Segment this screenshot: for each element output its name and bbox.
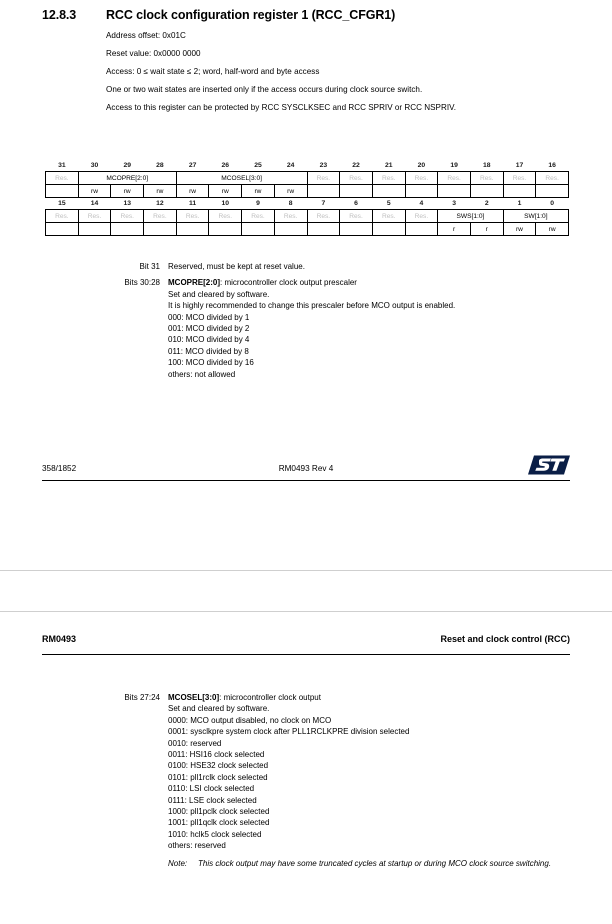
bit-description-subline: others: not allowed bbox=[168, 369, 236, 379]
bit-number: 25 bbox=[254, 162, 262, 169]
bit-number: 20 bbox=[417, 162, 426, 169]
bit-description-subline: 0001: sysclkpre system clock after PLL1RCLKPRE division selected bbox=[168, 727, 410, 737]
bit-description-subline: 1001: pll1qclk clock selected bbox=[168, 818, 270, 828]
bit-description-text bbox=[168, 693, 321, 702]
bit-description-text bbox=[168, 278, 357, 287]
bit-description-text: Reserved, must be kept at reset value. bbox=[168, 262, 305, 271]
section-number: 12.8.3 bbox=[42, 8, 77, 22]
bit-description-subline: others: reserved bbox=[168, 841, 226, 851]
bit-number: 11 bbox=[189, 200, 197, 207]
bit-access bbox=[536, 185, 569, 198]
register-intro-paragraphs bbox=[106, 31, 562, 113]
bit-access: rw bbox=[144, 185, 177, 198]
page-header bbox=[42, 634, 570, 660]
page-separator bbox=[0, 570, 612, 612]
bit-field-row-upper bbox=[46, 172, 569, 185]
bit-field-name: SWS[1:0] bbox=[438, 210, 503, 223]
bit-access bbox=[111, 223, 144, 236]
bit-access bbox=[274, 223, 307, 236]
bit-range-label: Bits 30:28 bbox=[124, 278, 160, 288]
bit-number: 24 bbox=[286, 162, 295, 169]
bit-number: 19 bbox=[450, 162, 458, 169]
bit-description-subline: 0010: reserved bbox=[168, 738, 222, 748]
note-keyword: Note: bbox=[168, 858, 188, 868]
bit-number: 31 bbox=[58, 162, 66, 169]
bit-number: 4 bbox=[419, 200, 424, 207]
bit-access bbox=[176, 223, 209, 236]
bit-number: 1 bbox=[517, 200, 522, 207]
bit-access bbox=[340, 185, 373, 198]
bit-access: r bbox=[438, 223, 471, 236]
bit-access: rw bbox=[503, 223, 536, 236]
bit-description-subline: 010: MCO divided by 4 bbox=[168, 335, 250, 345]
bit-description-subline: 1000: pll1pclk clock selected bbox=[168, 807, 270, 817]
bit-field-identifier: MCOPRE[2:0] bbox=[168, 278, 221, 288]
bit-number: 14 bbox=[90, 200, 99, 207]
bit-field-name: Res. bbox=[536, 172, 569, 185]
bit-number: 9 bbox=[256, 200, 260, 207]
bit-number: 0 bbox=[550, 200, 555, 207]
bit-description-subline: 1010: hclk5 clock selected bbox=[168, 829, 262, 839]
bit-field-name: Res. bbox=[46, 172, 79, 185]
bit-access bbox=[46, 185, 79, 198]
bit-field-name: Res. bbox=[144, 210, 177, 223]
bit-access bbox=[372, 185, 405, 198]
page-separator-fill bbox=[0, 571, 612, 611]
bit-number: 2 bbox=[484, 200, 489, 207]
bit-access bbox=[470, 185, 503, 198]
bit-description-entry bbox=[86, 277, 562, 288]
bit-number: 22 bbox=[352, 162, 360, 169]
bit-access: rw bbox=[176, 185, 209, 198]
bit-field-name: Res. bbox=[340, 172, 373, 185]
bit-field-name: Res. bbox=[274, 210, 307, 223]
bit-number: 13 bbox=[123, 200, 131, 207]
bit-description-list-page2 bbox=[86, 692, 562, 869]
bit-number: 12 bbox=[156, 200, 164, 207]
bit-description-subline: Set and cleared by software. bbox=[168, 289, 270, 299]
bit-description-suffix: : microcontroller clock output prescaler bbox=[220, 278, 357, 288]
bit-number: 28 bbox=[156, 162, 164, 169]
bit-field-name: Res. bbox=[46, 210, 79, 223]
bit-number: 21 bbox=[384, 162, 393, 169]
wait-states-line: One or two wait states are inserted only if the access occurs during clock source switch. bbox=[106, 85, 423, 94]
bit-access bbox=[438, 185, 471, 198]
bit-field-name: SW[1:0] bbox=[503, 210, 568, 223]
bit-access: rw bbox=[78, 185, 111, 198]
bit-number: 16 bbox=[548, 162, 556, 169]
bit-description-subline: 011: MCO divided by 8 bbox=[168, 346, 249, 356]
access-line: Access: 0 ≤ wait state ≤ 2; word, half-word and byte access bbox=[106, 67, 320, 76]
bit-description-list-page1 bbox=[86, 261, 562, 380]
bit-access bbox=[209, 223, 242, 236]
bit-field-name: Res. bbox=[78, 210, 111, 223]
bit-description-subline: 0000: MCO output disabled, no clock on MCO bbox=[168, 715, 332, 725]
bit-description-entry bbox=[86, 692, 562, 703]
bit-access bbox=[78, 223, 111, 236]
st-logo bbox=[528, 454, 570, 476]
bit-access bbox=[307, 185, 340, 198]
bit-number: 18 bbox=[483, 162, 491, 169]
bit-number: 10 bbox=[221, 200, 230, 207]
bit-description-entry bbox=[86, 261, 562, 272]
bit-field-row-lower bbox=[46, 210, 569, 223]
address-offset-line: Address offset: 0x01C bbox=[106, 31, 186, 40]
register-bit-table bbox=[45, 160, 569, 236]
bit-range-label: Bits 27:24 bbox=[124, 693, 160, 702]
bit-field-name: Res. bbox=[405, 210, 438, 223]
footer-document-reference: RM0493 Rev 4 bbox=[278, 464, 334, 473]
bit-access: rw bbox=[209, 185, 242, 198]
bit-field-name: Res. bbox=[307, 172, 340, 185]
bit-field-name: MCOPRE[2:0] bbox=[78, 172, 176, 185]
protection-line: Access to this register can be protected by RCC SYSCLKSEC and RCC SPRIV or RCC NSPRIV. bbox=[106, 103, 457, 112]
bit-description-subline: 0100: HSE32 clock selected bbox=[168, 761, 269, 771]
bit-description-subline: Set and cleared by software. bbox=[168, 704, 270, 714]
bit-description-subline: 000: MCO divided by 1 bbox=[168, 312, 250, 322]
bit-description-subline: 0011: HSI16 clock selected bbox=[168, 750, 265, 760]
note-text: This clock output may have some truncated cycles at startup or during MCO clock source switching. bbox=[198, 858, 552, 868]
bit-field-name: Res. bbox=[242, 210, 275, 223]
bit-field-name: MCOSEL[3:0] bbox=[176, 172, 307, 185]
bit-field-name: Res. bbox=[176, 210, 209, 223]
bit-access bbox=[405, 185, 438, 198]
bit-description-subline: 0110: LSI clock selected bbox=[168, 784, 255, 794]
bit-access: r bbox=[470, 223, 503, 236]
bit-access bbox=[340, 223, 373, 236]
bit-number: 23 bbox=[319, 162, 328, 169]
page-title: RCC clock configuration register 1 (RCC_CFGR1) bbox=[106, 8, 396, 22]
note-block bbox=[168, 858, 562, 869]
bit-number: 26 bbox=[221, 162, 230, 169]
bit-field-name: Res. bbox=[372, 172, 405, 185]
page-footer bbox=[42, 458, 570, 488]
bit-field-name: Res. bbox=[470, 172, 503, 185]
bit-number: 7 bbox=[321, 200, 326, 207]
bit-number: 30 bbox=[90, 162, 99, 169]
bit-number: 6 bbox=[354, 200, 358, 207]
bit-description-subline: 0101: pll1rclk clock selected bbox=[168, 772, 268, 782]
bit-field-name: Res. bbox=[438, 172, 471, 185]
bit-field-name: Res. bbox=[503, 172, 536, 185]
bit-range-label: Bit 31 bbox=[139, 262, 160, 271]
header-divider bbox=[42, 654, 570, 655]
header-document-id: RM0493 bbox=[42, 634, 77, 644]
bit-access: rw bbox=[274, 185, 307, 198]
bit-description-subline: It is highly recommended to change this prescaler before MCO output is enabled. bbox=[168, 301, 456, 311]
bit-field-name: Res. bbox=[372, 210, 405, 223]
bit-number: 27 bbox=[188, 162, 197, 169]
bit-access bbox=[144, 223, 177, 236]
bit-description-subline: 0111: LSE clock selected bbox=[168, 795, 257, 805]
bit-field-name: Res. bbox=[111, 210, 144, 223]
bit-number: 3 bbox=[452, 200, 456, 207]
bit-access: rw bbox=[536, 223, 569, 236]
bit-access bbox=[372, 223, 405, 236]
bit-number: 29 bbox=[123, 162, 131, 169]
bit-number: 5 bbox=[386, 200, 391, 207]
register-row-upper bbox=[45, 160, 569, 198]
bit-access bbox=[242, 223, 275, 236]
bit-field-name: Res. bbox=[209, 210, 242, 223]
bit-field-name: Res. bbox=[405, 172, 438, 185]
reset-value-line: Reset value: 0x0000 0000 bbox=[106, 49, 201, 58]
footer-divider bbox=[42, 480, 570, 481]
bit-description-subline: 100: MCO divided by 16 bbox=[168, 358, 254, 368]
bit-access-row-lower bbox=[46, 223, 569, 236]
bit-access bbox=[503, 185, 536, 198]
header-chapter-title: Reset and clock control (RCC) bbox=[440, 634, 570, 644]
bit-access: rw bbox=[242, 185, 275, 198]
bit-number: 8 bbox=[288, 200, 293, 207]
bit-description-subline: 001: MCO divided by 2 bbox=[168, 324, 250, 334]
register-row-lower bbox=[45, 198, 569, 236]
bit-access-row-upper bbox=[46, 185, 569, 198]
bit-number: 17 bbox=[515, 162, 524, 169]
bit-field-name: Res. bbox=[307, 210, 340, 223]
bit-field-name: Res. bbox=[340, 210, 373, 223]
bit-access bbox=[307, 223, 340, 236]
bit-number-row-lower bbox=[46, 198, 569, 210]
bit-access: rw bbox=[111, 185, 144, 198]
page-number: 358/1852 bbox=[42, 464, 77, 473]
bit-access bbox=[405, 223, 438, 236]
bit-number: 15 bbox=[58, 200, 66, 207]
bit-access bbox=[46, 223, 79, 236]
bit-field-identifier: MCOSEL[3:0] bbox=[168, 693, 220, 702]
document-page-2 bbox=[0, 612, 612, 924]
bit-description-suffix: : microcontroller clock output bbox=[219, 693, 321, 702]
bit-number-row-upper bbox=[46, 160, 569, 172]
